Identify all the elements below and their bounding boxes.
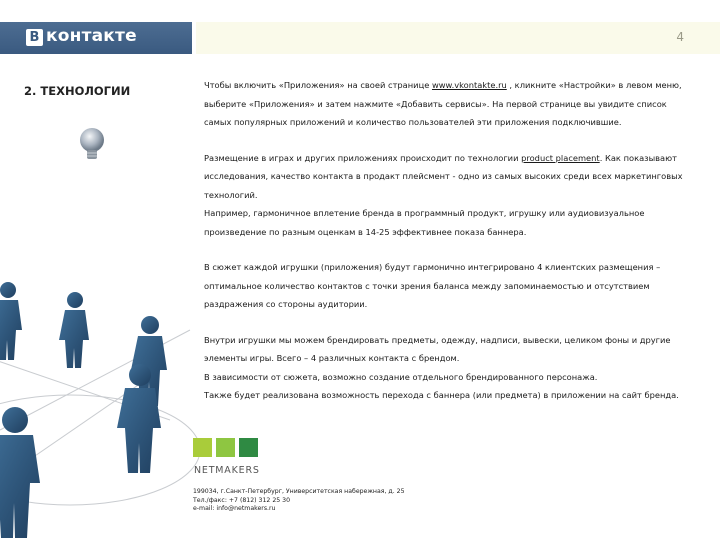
text-span: . Как показывают исследования, качество контакта в продакт плейсмент - одно из самых высоких среди всех маркетинговых технологий.: [204, 152, 683, 200]
section-title: 2. ТЕХНОЛОГИИ: [24, 84, 131, 98]
vkontakte-logo: [0, 22, 192, 54]
people-figures: [0, 282, 167, 538]
logo-letter-box: В: [26, 29, 43, 46]
page-strip: [196, 22, 720, 54]
page-number: 4: [676, 30, 684, 44]
product-placement-link[interactable]: product placement: [521, 152, 600, 163]
paragraph-character: В зависимости от сюжета, возможно создание отдельного брендированного персонажа.: [204, 371, 598, 382]
brand-name: NETMAKERS: [194, 465, 260, 476]
paragraph-apps-setup: [204, 76, 684, 132]
logo-square: [216, 438, 235, 457]
logo-square: [193, 438, 212, 457]
paragraph-placements: В сюжет каждой игрушки (приложения) будут гармонично интегрировано 4 клиентских размещения – оптимальное количество контактов с точки зрения баланса между запоминаемостью и отсутствием раздражения со стороны аудитории.: [204, 262, 661, 309]
vkontakte-link[interactable]: www.vkontakte.ru: [431, 80, 507, 90]
paragraph-banner-link: Также будет реализована возможность перехода с баннера (или предмета) в приложении на сайт бренда.: [204, 390, 679, 400]
network-people-illustration: [0, 120, 200, 540]
address: 199034, г.Санкт-Петербург, Университетская набережная, д. 25: [193, 488, 405, 495]
text-span: , кликните «Настройки» в левом меню, выберите «Приложения» и затем нажмите «Добавить сервисы». На первой странице вы увидите список самых популярных приложений и количество пользователей эти приложения подключившие.: [204, 80, 682, 127]
logo-text: контакте: [46, 26, 137, 46]
paragraph-product-placement: [204, 149, 684, 205]
email: e-mail: info@netmakers.ru: [193, 505, 276, 512]
text-span: Размещение в играх и других приложениях происходит по технологии: [204, 152, 522, 163]
contact-info: [193, 488, 405, 514]
lightbulb-icon: [80, 128, 104, 159]
body-text: [204, 76, 684, 405]
text-span: Чтобы включить «Приложения» на своей странице: [204, 80, 432, 90]
logo-square: [239, 438, 258, 457]
header-bar: [0, 22, 720, 54]
phone: Тел./факс: +7 (812) 312 25 30: [193, 496, 291, 504]
paragraph-example: Например, гармоничное вплетение бренда в программный продукт, игрушку или аудиовизуальное произведение по разным оценкам в 14-25 эффективнее показа баннера.: [204, 208, 645, 237]
paragraph-branding: Внутри игрушки мы можем брендировать предметы, одежду, надписи, вывески, целиком фоны и другие элементы игры. Всего – 4 различных контакта с брендом.: [204, 334, 671, 363]
